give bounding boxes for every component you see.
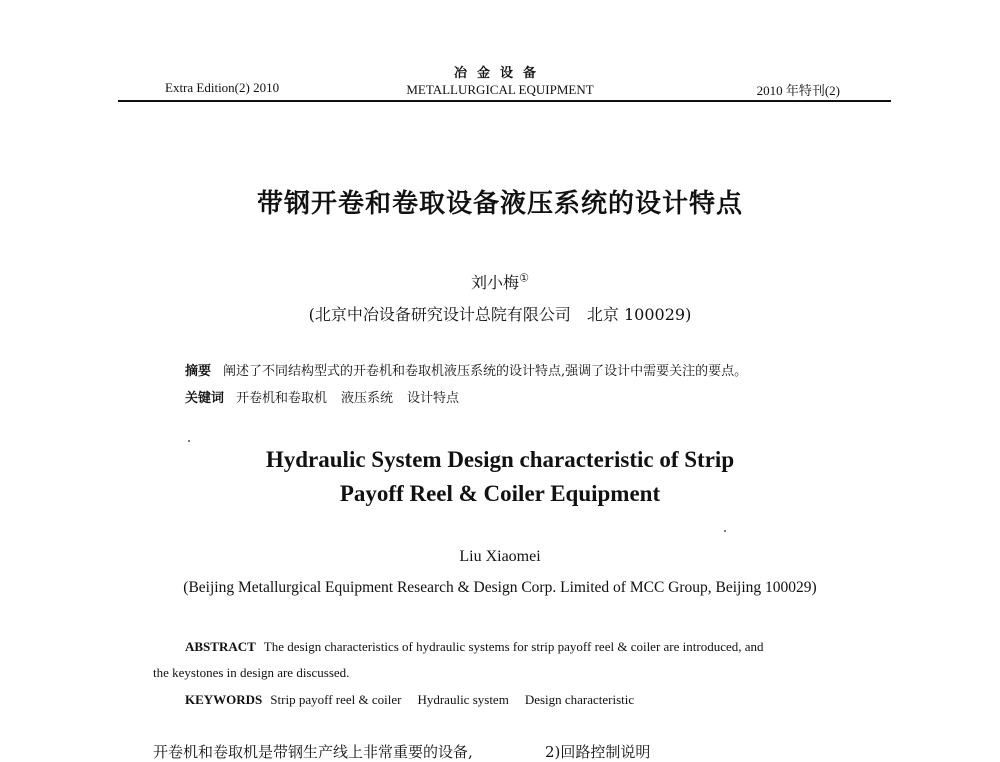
header-issue: 2010 年特刊(2) <box>756 83 840 98</box>
scan-speck <box>724 530 726 532</box>
chinese-author-name: 刘小梅 <box>471 273 520 292</box>
header-edition: Extra Edition(2) 2010 <box>165 80 280 95</box>
journal-name <box>0 62 1000 98</box>
english-author: Liu Xiaomei <box>459 548 541 565</box>
english-abstract-label: ABSTRACT <box>185 639 256 654</box>
english-keyword: Strip payoff reel & coiler <box>270 692 402 707</box>
chinese-affiliation: (北京中冶设备研究设计总院有限公司 北京 100029) <box>308 305 692 324</box>
header-rule <box>118 100 891 102</box>
scan-speck <box>188 440 190 442</box>
chinese-keywords-label: 关键词 <box>185 391 225 406</box>
body-text-right-column: 2)回路控制说明 <box>545 743 651 761</box>
chinese-abstract-label: 摘要 <box>185 364 212 379</box>
author-footnote-mark: ① <box>519 271 529 285</box>
chinese-keyword: 开卷机和卷取机 <box>236 391 328 406</box>
chinese-keyword: 设计特点 <box>407 391 460 406</box>
english-keyword: Design characteristic <box>524 692 635 707</box>
english-keywords-label: KEYWORDS <box>185 692 263 707</box>
english-title-line1: Hydraulic System Design characteristic of Strip <box>265 447 735 472</box>
chinese-author <box>0 270 1000 293</box>
chinese-title: 带钢开卷和卷取设备液压系统的设计特点 <box>256 189 743 219</box>
english-affiliation: (Beijing Metallurgical Equipment Research & Design Corp. Limited of MCC Group, Beijing 100029) <box>183 579 817 596</box>
english-keyword: Hydraulic system <box>417 692 509 707</box>
english-abstract-line2: the keystones in design are discussed. <box>153 665 350 680</box>
english-title-line2: Payoff Reel & Coiler Equipment <box>339 481 661 506</box>
chinese-abstract <box>185 360 747 379</box>
chinese-abstract-text: 阐述了不同结构型式的开卷机和卷取机液压系统的设计特点,强调了设计中需要关注的要点。 <box>223 364 748 379</box>
english-keywords <box>185 692 650 708</box>
english-abstract-text: The design characteristics of hydraulic systems for strip payoff reel & coiler are introduced, and <box>263 639 764 654</box>
journal-name-en: METALLURGICAL EQUIPMENT <box>406 82 594 97</box>
journal-name-cn: 冶金设备 <box>453 66 546 81</box>
chinese-keywords <box>185 387 473 406</box>
body-text-left-column: 开卷机和卷取机是带钢生产线上非常重要的设备, <box>153 743 473 761</box>
chinese-keyword: 液压系统 <box>341 391 394 406</box>
english-abstract-line1 <box>185 639 764 655</box>
